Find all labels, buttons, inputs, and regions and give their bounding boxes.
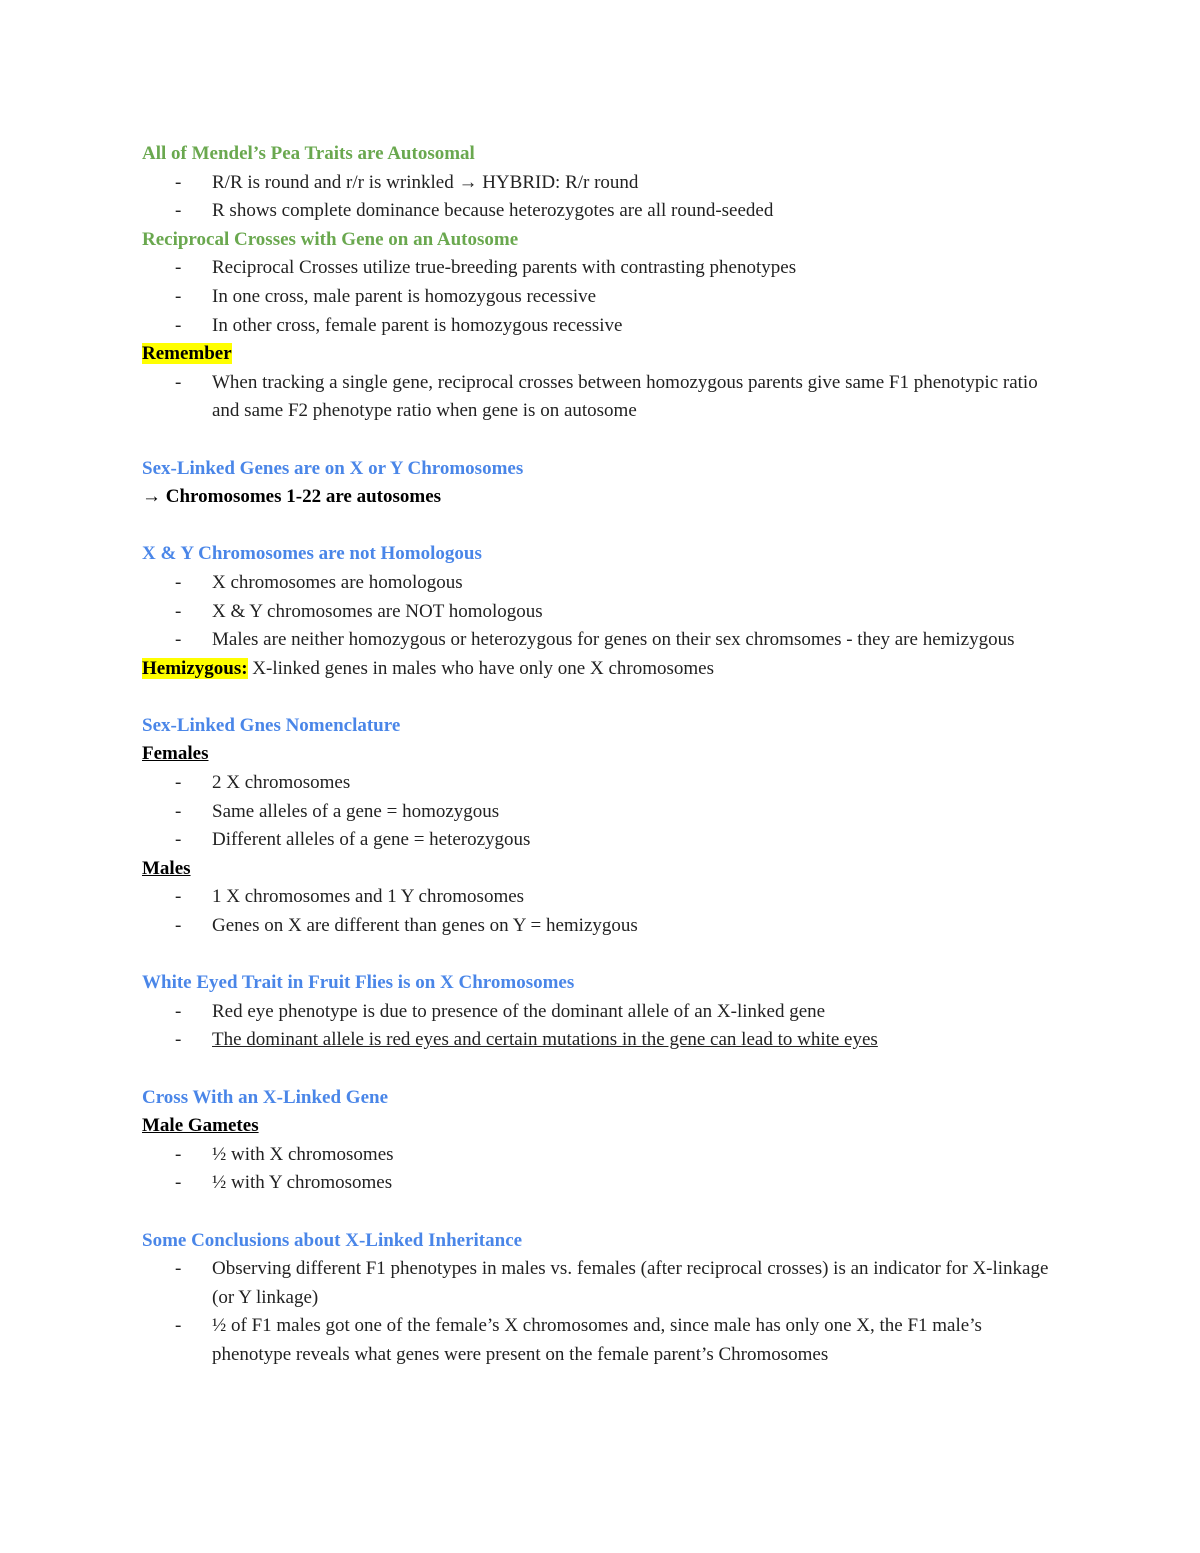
spacer [142, 1055, 1062, 1084]
heading-white-eyed-trait: White Eyed Trait in Fruit Flies is on X Chromosomes [142, 972, 575, 994]
list-item-text: When tracking a single gene, reciprocal crosses between homozygous parents give same F1 phenotypic ratio and same F2 phenotype ratio when gene is on autosome [212, 371, 1038, 422]
list-item-text: 1 X chromosomes and 1 Y chromosomes [212, 886, 525, 908]
list-item-text: 2 X chromosomes [212, 772, 351, 794]
bullet-dash: - [175, 629, 182, 651]
list-item-text: The dominant allele is red eyes and certain mutations in the gene can lead to white eyes [212, 1029, 878, 1051]
list-item-text: ½ with Y chromosomes [212, 1172, 393, 1194]
list-item [142, 1026, 1062, 1055]
list-item-text: In other cross, female parent is homozygous recessive [212, 314, 623, 336]
males-label: Males [142, 857, 191, 879]
spacer [142, 512, 1062, 541]
list-item [142, 312, 1062, 341]
male-gametes-label: Male Gametes [142, 1115, 259, 1137]
heading-xy-not-homologous: X & Y Chromosomes are not Homologous [142, 543, 482, 565]
list-item-text: In one cross, male parent is homozygous recessive [212, 285, 597, 307]
document-content [142, 140, 1062, 1370]
heading-conclusions: Some Conclusions about X-Linked Inheritance [142, 1229, 523, 1251]
bullet-dash: - [175, 772, 182, 794]
list-item-text: ½ of F1 males got one of the female’s X chromosomes and, since male has only one X, the F1 male’s phenotype reveals what genes were present on the female parent’s Chromosomes [212, 1315, 982, 1365]
hemizygous-definition [142, 655, 1062, 684]
heading-x-linked-cross: Cross With an X-Linked Gene [142, 1086, 388, 1108]
remember-row [142, 340, 1062, 369]
list-item [142, 798, 1062, 827]
bullet-dash: - [175, 285, 182, 307]
list-item [142, 569, 1062, 598]
list-item [142, 826, 1062, 855]
list-item [142, 769, 1062, 798]
list-item-text: R/R is round and r/r is wrinkled → HYBRID: R/r round [212, 171, 639, 193]
list-item-text: Different alleles of a gene = heterozygous [212, 829, 531, 851]
bullet-dash: - [175, 200, 182, 222]
females-row [142, 740, 1062, 769]
bullet-dash: - [175, 1258, 182, 1280]
males-row [142, 855, 1062, 884]
list-item [142, 197, 1062, 226]
bullet-dash: - [175, 600, 182, 622]
bullet-dash: - [175, 1315, 182, 1337]
bullet-dash: - [175, 257, 182, 279]
list-item-text: ½ with X chromosomes [212, 1143, 394, 1165]
list-item [142, 1169, 1062, 1198]
bullet-dash: - [175, 800, 182, 822]
list-item [142, 1255, 1062, 1312]
heading-nomenclature: Sex-Linked Gnes Nomenclature [142, 714, 401, 736]
list-item [142, 598, 1062, 627]
list-item-text: X & Y chromosomes are NOT homologous [212, 600, 543, 622]
autosomes-note: → Chromosomes 1-22 are autosomes [142, 486, 442, 508]
list-item-text: Genes on X are different than genes on Y = hemizygous [212, 915, 638, 937]
spacer [142, 1198, 1062, 1227]
list-item-text: Red eye phenotype is due to presence of the dominant allele of an X-linked gene [212, 1000, 826, 1022]
heading-sex-linked-genes: Sex-Linked Genes are on X or Y Chromosomes [142, 457, 524, 479]
list-item [142, 912, 1062, 941]
male-gametes-row [142, 1112, 1062, 1141]
heading-reciprocal-crosses: Reciprocal Crosses with Gene on an Autosome [142, 228, 519, 250]
list-item-text: Males are neither homozygous or heterozygous for genes on their sex chromsomes - they are hemizygous [212, 629, 1015, 651]
bullet-dash: - [175, 829, 182, 851]
list-item [142, 998, 1062, 1027]
list-item [142, 1312, 1062, 1369]
bullet-dash: - [175, 1000, 182, 1022]
bullet-dash: - [175, 171, 182, 193]
bullet-dash: - [175, 886, 182, 908]
list-item-text: Reciprocal Crosses utilize true-breeding parents with contrasting phenotypes [212, 257, 797, 279]
list-item [142, 169, 1062, 198]
list-item [142, 369, 1062, 426]
list-item-text: R shows complete dominance because heterozygotes are all round-seeded [212, 200, 774, 222]
females-label: Females [142, 743, 209, 765]
bullet-dash: - [175, 915, 182, 937]
bullet-dash: - [175, 371, 182, 393]
spacer [142, 426, 1062, 455]
bullet-dash: - [175, 1143, 182, 1165]
list-item [142, 283, 1062, 312]
list-item [142, 883, 1062, 912]
bullet-dash: - [175, 1029, 182, 1051]
heading-mendel-autosomal: All of Mendel’s Pea Traits are Autosomal [142, 143, 475, 164]
list-item [142, 626, 1062, 655]
list-item-text: X chromosomes are homologous [212, 571, 463, 593]
hemizygous-label: Hemizygous: [142, 657, 248, 679]
spacer [142, 941, 1062, 970]
list-item-text: Same alleles of a gene = homozygous [212, 800, 500, 822]
list-item-text: Observing different F1 phenotypes in males vs. females (after reciprocal crosses) is an indicator for X-linkage (or Y linkage) [212, 1258, 1049, 1308]
list-item [142, 1141, 1062, 1170]
bullet-dash: - [175, 1172, 182, 1194]
hemizygous-text: X-linked genes in males who have only one X chromosomes [247, 657, 715, 679]
list-item [142, 254, 1062, 283]
remember-label: Remember [142, 343, 232, 365]
spacer [142, 683, 1062, 712]
bullet-dash: - [175, 314, 182, 336]
bullet-dash: - [175, 571, 182, 593]
